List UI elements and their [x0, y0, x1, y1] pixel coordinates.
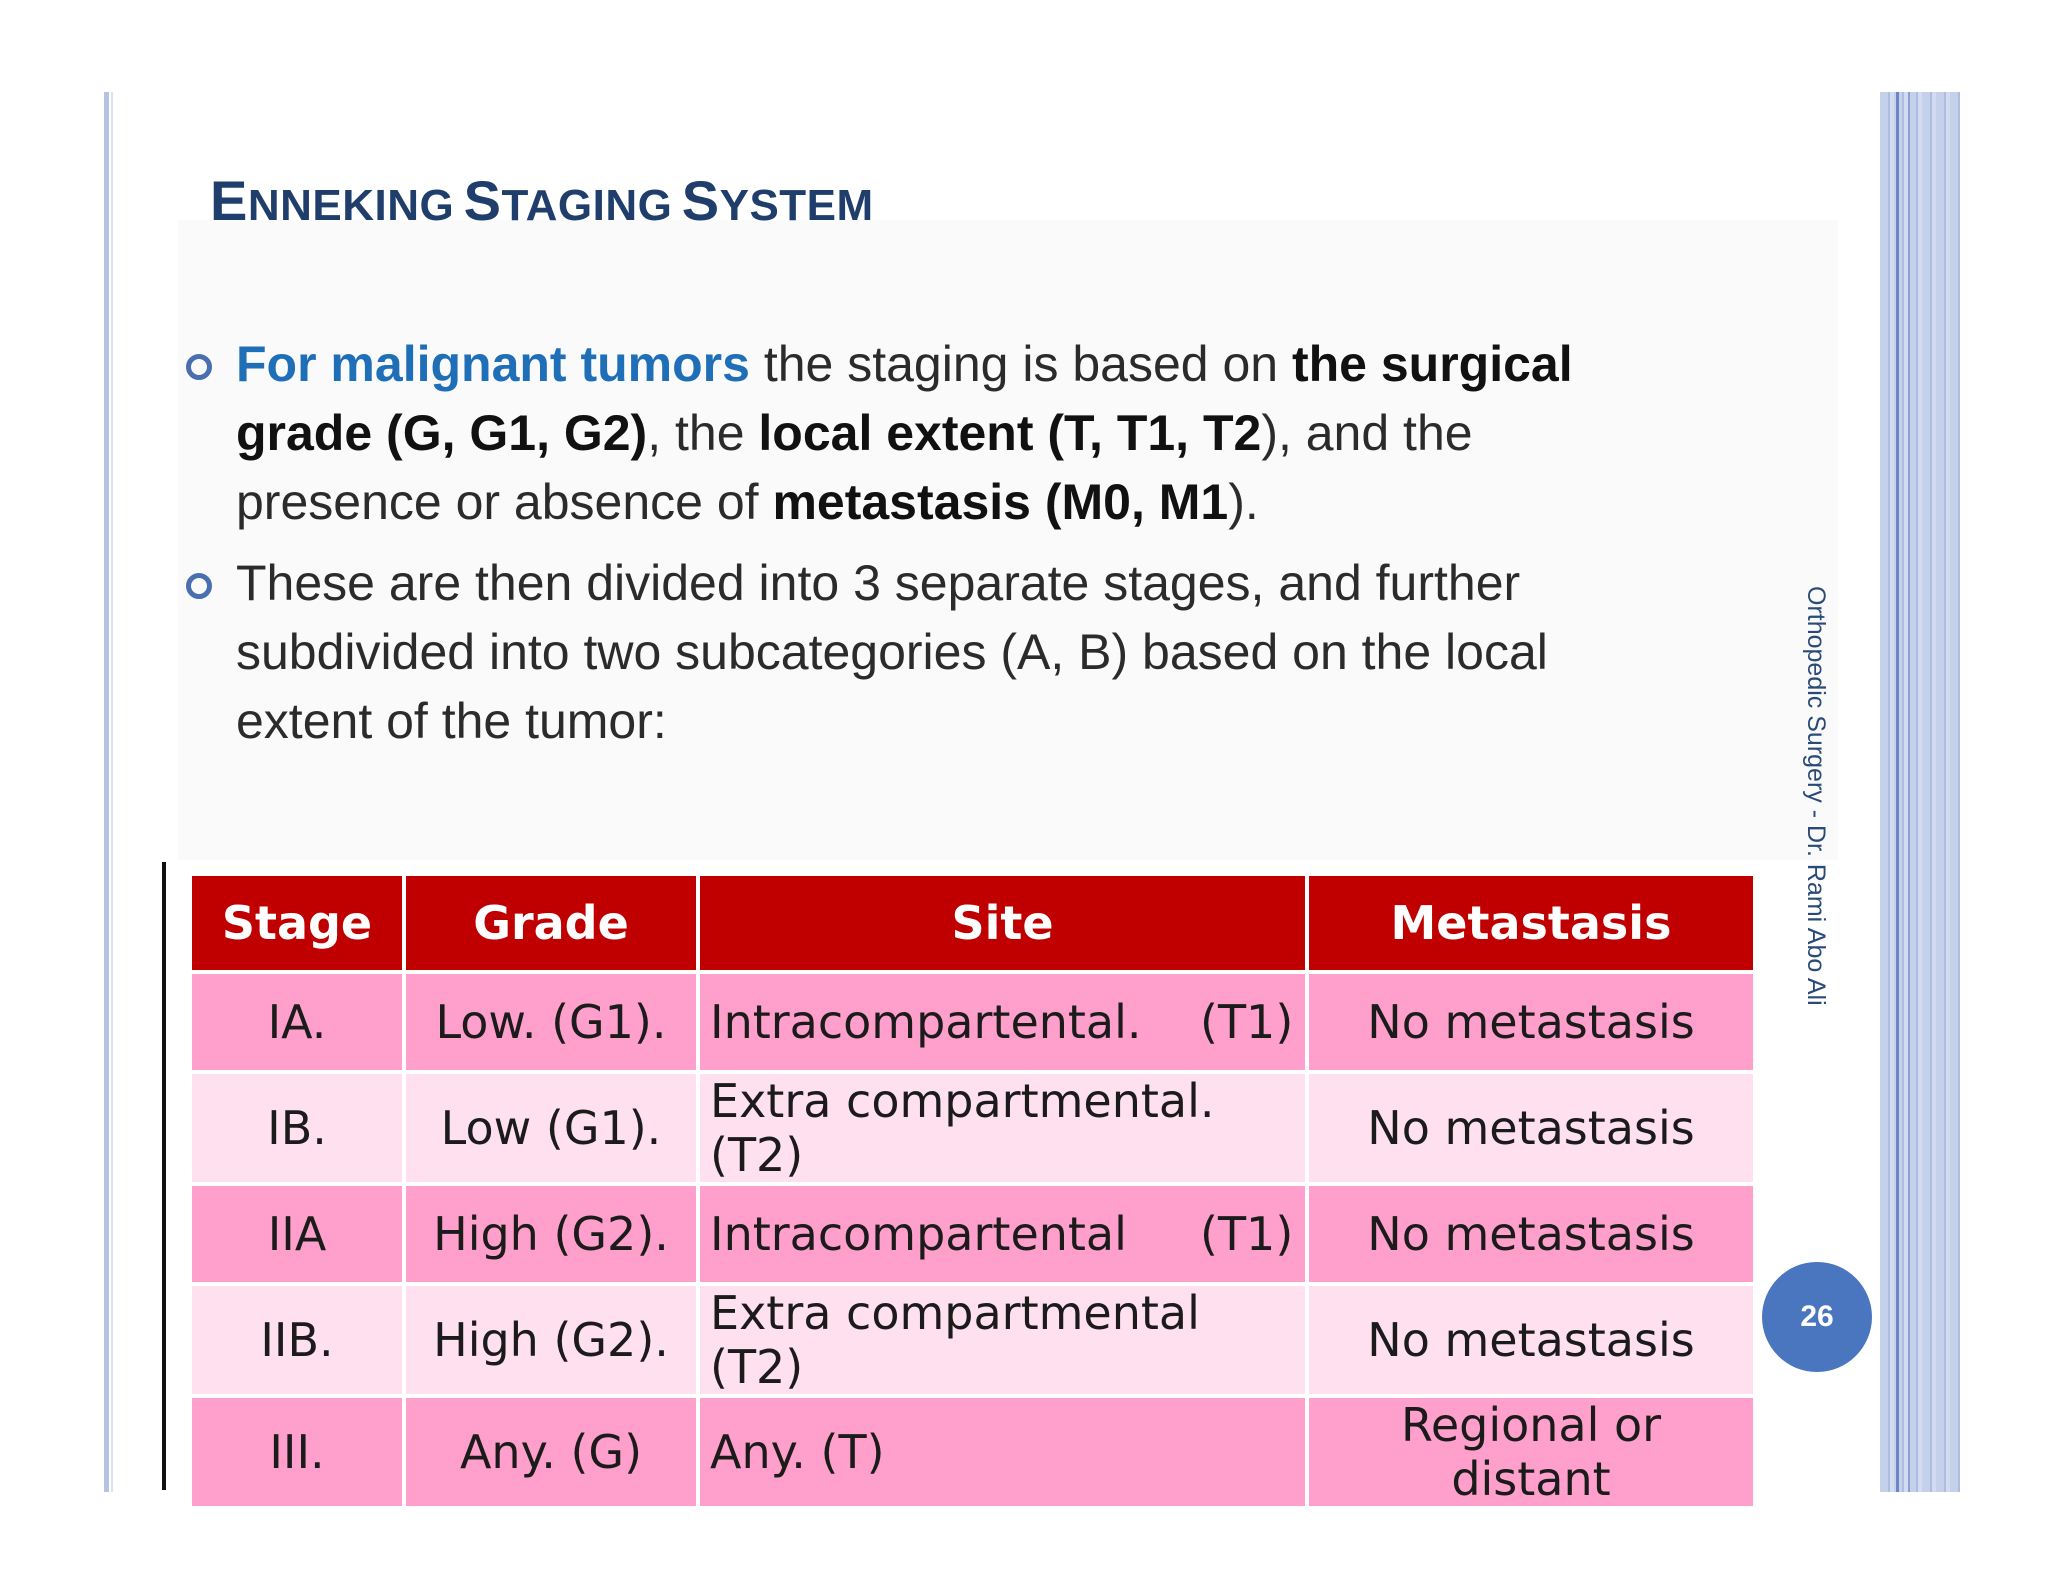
table-row	[192, 1074, 1753, 1182]
cell-metastasis: Regional or distant	[1309, 1398, 1753, 1506]
staging-table	[188, 872, 1757, 1510]
right-band-accent-line-2	[1908, 92, 1910, 1492]
bullet1-highlight: For malignant tumors	[236, 336, 750, 392]
header-metastasis: Metastasis	[1309, 876, 1753, 970]
vertical-author-credit: Orthopedic Surgery - Dr. Rami Abo Ali	[1802, 586, 1830, 1006]
table-left-bar	[162, 862, 166, 1490]
bullet-item-malignant	[180, 330, 1640, 537]
cell-grade: Low (G1).	[406, 1074, 696, 1182]
cell-site: Extra compartmental (T2)	[700, 1286, 1305, 1394]
title-word-2-rest: TAGING	[501, 181, 673, 230]
cell-stage: III.	[192, 1398, 402, 1506]
bullet1-bold-extent: local extent (T, T1, T2	[758, 405, 1262, 461]
bullet1-bold-metastasis: metastasis (M0, M1	[772, 474, 1229, 530]
cell-site: Intracompartental. (T1)	[700, 974, 1305, 1070]
table-header-row	[192, 876, 1753, 970]
title-word-3-rest: YSTEM	[719, 181, 874, 230]
bullet1-bold-grade: the surgical grade (G, G1, G2)	[236, 336, 1573, 461]
cell-stage: IIB.	[192, 1286, 402, 1394]
title-word-1-cap: E	[210, 169, 248, 232]
bullet-list	[180, 330, 1640, 768]
title-word-2-cap: S	[463, 169, 502, 232]
bullet1-text-4: ).	[1228, 474, 1259, 530]
slide-title	[210, 168, 874, 233]
left-border-line-inner	[111, 92, 113, 1492]
cell-site: Any. (T)	[700, 1398, 1305, 1506]
cell-metastasis: No metastasis	[1309, 1186, 1753, 1282]
ring-bullet-icon	[186, 573, 212, 599]
cell-grade: Any. (G)	[406, 1398, 696, 1506]
bullet-item-stages	[180, 549, 1640, 756]
header-site: Site	[700, 876, 1305, 970]
table-row	[192, 974, 1753, 1070]
bullet1-text-2: , the	[647, 405, 759, 461]
cell-grade: High (G2).	[406, 1186, 696, 1282]
title-word-3-cap: S	[681, 169, 720, 232]
ring-bullet-icon	[186, 354, 212, 380]
cell-metastasis: No metastasis	[1309, 1286, 1753, 1394]
bullet1-text-3: ), and the presence or absence of	[236, 405, 1473, 530]
right-decorative-band	[1880, 92, 1960, 1492]
bullet2-text: These are then divided into 3 separate stages, and further subdivided into two subcategories (A, B) based on the local extent of the tumor:	[236, 555, 1548, 749]
cell-stage: IA.	[192, 974, 402, 1070]
title-word-1-rest: NNEKING	[247, 181, 455, 230]
cell-stage: IB.	[192, 1074, 402, 1182]
cell-metastasis: No metastasis	[1309, 1074, 1753, 1182]
right-band-accent-line	[1896, 92, 1899, 1492]
page-number-badge: 26	[1762, 1262, 1872, 1372]
table-row	[192, 1186, 1753, 1282]
cell-metastasis: No metastasis	[1309, 974, 1753, 1070]
cell-grade: Low. (G1).	[406, 974, 696, 1070]
bullet1-text-1: the staging is based on	[749, 336, 1292, 392]
header-grade: Grade	[406, 876, 696, 970]
cell-grade: High (G2).	[406, 1286, 696, 1394]
cell-site: Intracompartental (T1)	[700, 1186, 1305, 1282]
header-stage: Stage	[192, 876, 402, 970]
cell-stage: IIA	[192, 1186, 402, 1282]
cell-site: Extra compartmental. (T2)	[700, 1074, 1305, 1182]
table-row	[192, 1286, 1753, 1394]
left-border-line	[104, 92, 109, 1492]
table-row	[192, 1398, 1753, 1506]
